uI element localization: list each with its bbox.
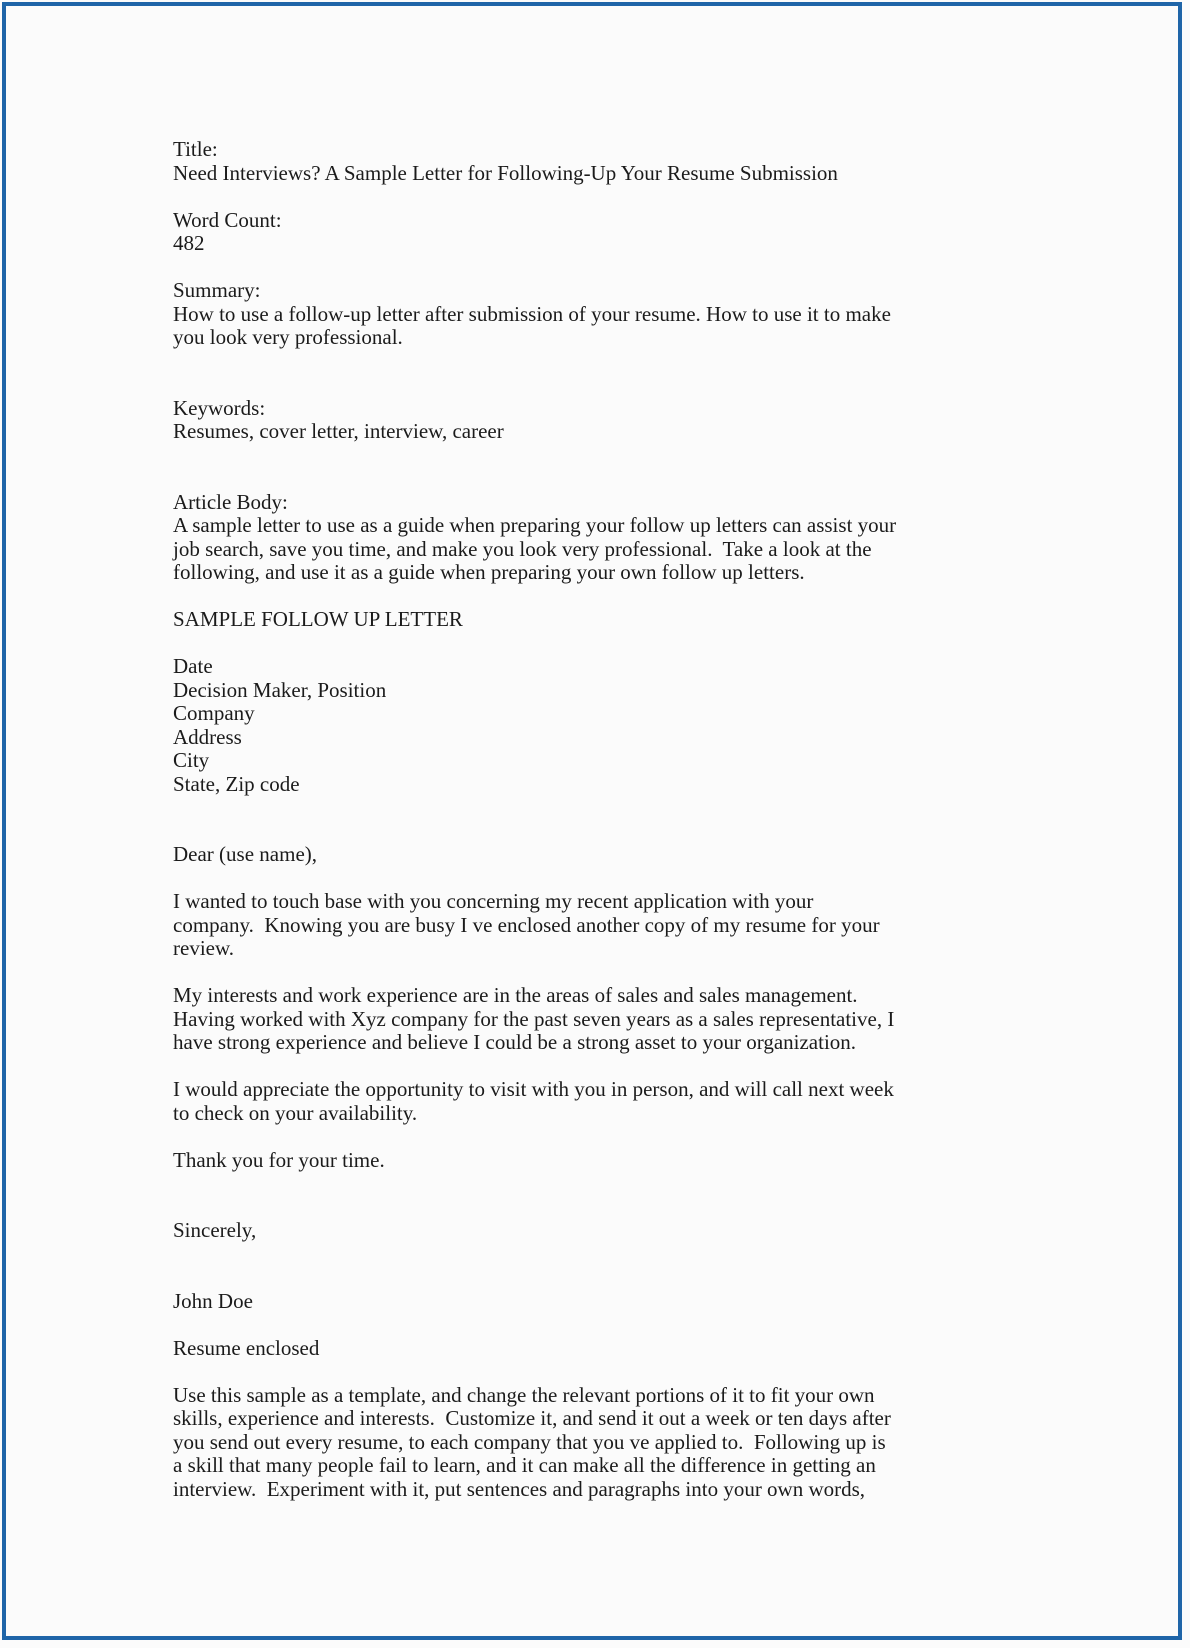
text-line: Word Count: xyxy=(173,207,282,232)
text-line: Thank you for your time. xyxy=(173,1147,385,1172)
text-line: company. Knowing you are busy I ve enclosed another copy of my resume for your xyxy=(173,912,880,937)
text-line: My interests and work experience are in the areas of sales and sales management. xyxy=(173,983,858,1007)
text-line: Title: xyxy=(173,137,218,161)
text-line: Decision Maker, Position xyxy=(173,677,387,702)
text-line: interview. Experiment with it, put sentences and paragraphs into your own words, xyxy=(173,1476,866,1501)
text-line: State, Zip code xyxy=(173,771,300,796)
letter-signature xyxy=(173,1290,1153,1314)
text-line: you look very professional. xyxy=(173,325,403,349)
article-body-intro xyxy=(173,491,1153,585)
text-line: City xyxy=(173,748,210,772)
text-line: Summary: xyxy=(173,278,261,302)
text-line: Resume enclosed xyxy=(173,1335,320,1360)
text-line: have strong experience and believe I could be a strong asset to your organization. xyxy=(173,1030,857,1054)
text-line: John Doe xyxy=(173,1288,253,1313)
text-line: A sample letter to use as a guide when preparing your follow up letters can assist your xyxy=(173,513,897,537)
text-line: Sincerely, xyxy=(173,1218,257,1242)
text-line: Date xyxy=(173,654,213,678)
letter-paragraph-2 xyxy=(173,984,1153,1055)
sample-letter-heading xyxy=(173,608,1153,632)
summary-block xyxy=(173,279,1153,350)
text-line: Need Interviews? A Sample Letter for Following-Up Your Resume Submission xyxy=(173,160,838,185)
title-block xyxy=(173,138,1153,185)
text-line: Keywords: xyxy=(173,395,266,420)
text-line: Company xyxy=(173,701,255,725)
text-line: you send out every resume, to each company that you ve applied to. Following up is xyxy=(173,1429,886,1454)
letter-thanks xyxy=(173,1149,1153,1173)
article-text xyxy=(173,138,1153,1501)
letter-paragraph-1 xyxy=(173,890,1153,961)
closing-advice xyxy=(173,1384,1153,1502)
text-line: job search, save you time, and make you look very professional. Take a look at the xyxy=(173,536,872,561)
letter-enclosure xyxy=(173,1337,1153,1361)
text-line: Address xyxy=(173,724,242,749)
keywords-block xyxy=(173,397,1153,444)
text-line: following, and use it as a guide when preparing your own follow up letters. xyxy=(173,560,805,584)
text-line: I would appreciate the opportunity to visit with you in person, and will call next week xyxy=(173,1077,894,1101)
text-line: Resumes, cover letter, interview, career xyxy=(173,419,504,443)
text-line: How to use a follow-up letter after submission of your resume. How to use it to make xyxy=(173,301,891,326)
salutation xyxy=(173,843,1153,867)
text-line: Having worked with Xyz company for the past seven years as a sales representative, I xyxy=(173,1006,895,1031)
text-line: skills, experience and interests. Customize it, and send it out a week or ten days after xyxy=(173,1406,891,1430)
text-line: Use this sample as a template, and change the relevant portions of it to fit your own xyxy=(173,1382,875,1407)
text-line: I wanted to touch base with you concerning my recent application with your xyxy=(173,889,814,913)
text-line: a skill that many people fail to learn, and it can make all the difference in getting an xyxy=(173,1453,876,1477)
text-line: SAMPLE FOLLOW UP LETTER xyxy=(173,607,463,631)
letter-closing xyxy=(173,1219,1153,1243)
letter-paragraph-3 xyxy=(173,1078,1153,1125)
word-count-block xyxy=(173,209,1153,256)
letter-address-block xyxy=(173,655,1153,796)
text-line: 482 xyxy=(173,231,205,255)
text-line: review. xyxy=(173,936,235,960)
text-line: Dear (use name), xyxy=(173,842,318,866)
text-line: Article Body: xyxy=(173,489,288,514)
text-line: to check on your availability. xyxy=(173,1100,418,1125)
